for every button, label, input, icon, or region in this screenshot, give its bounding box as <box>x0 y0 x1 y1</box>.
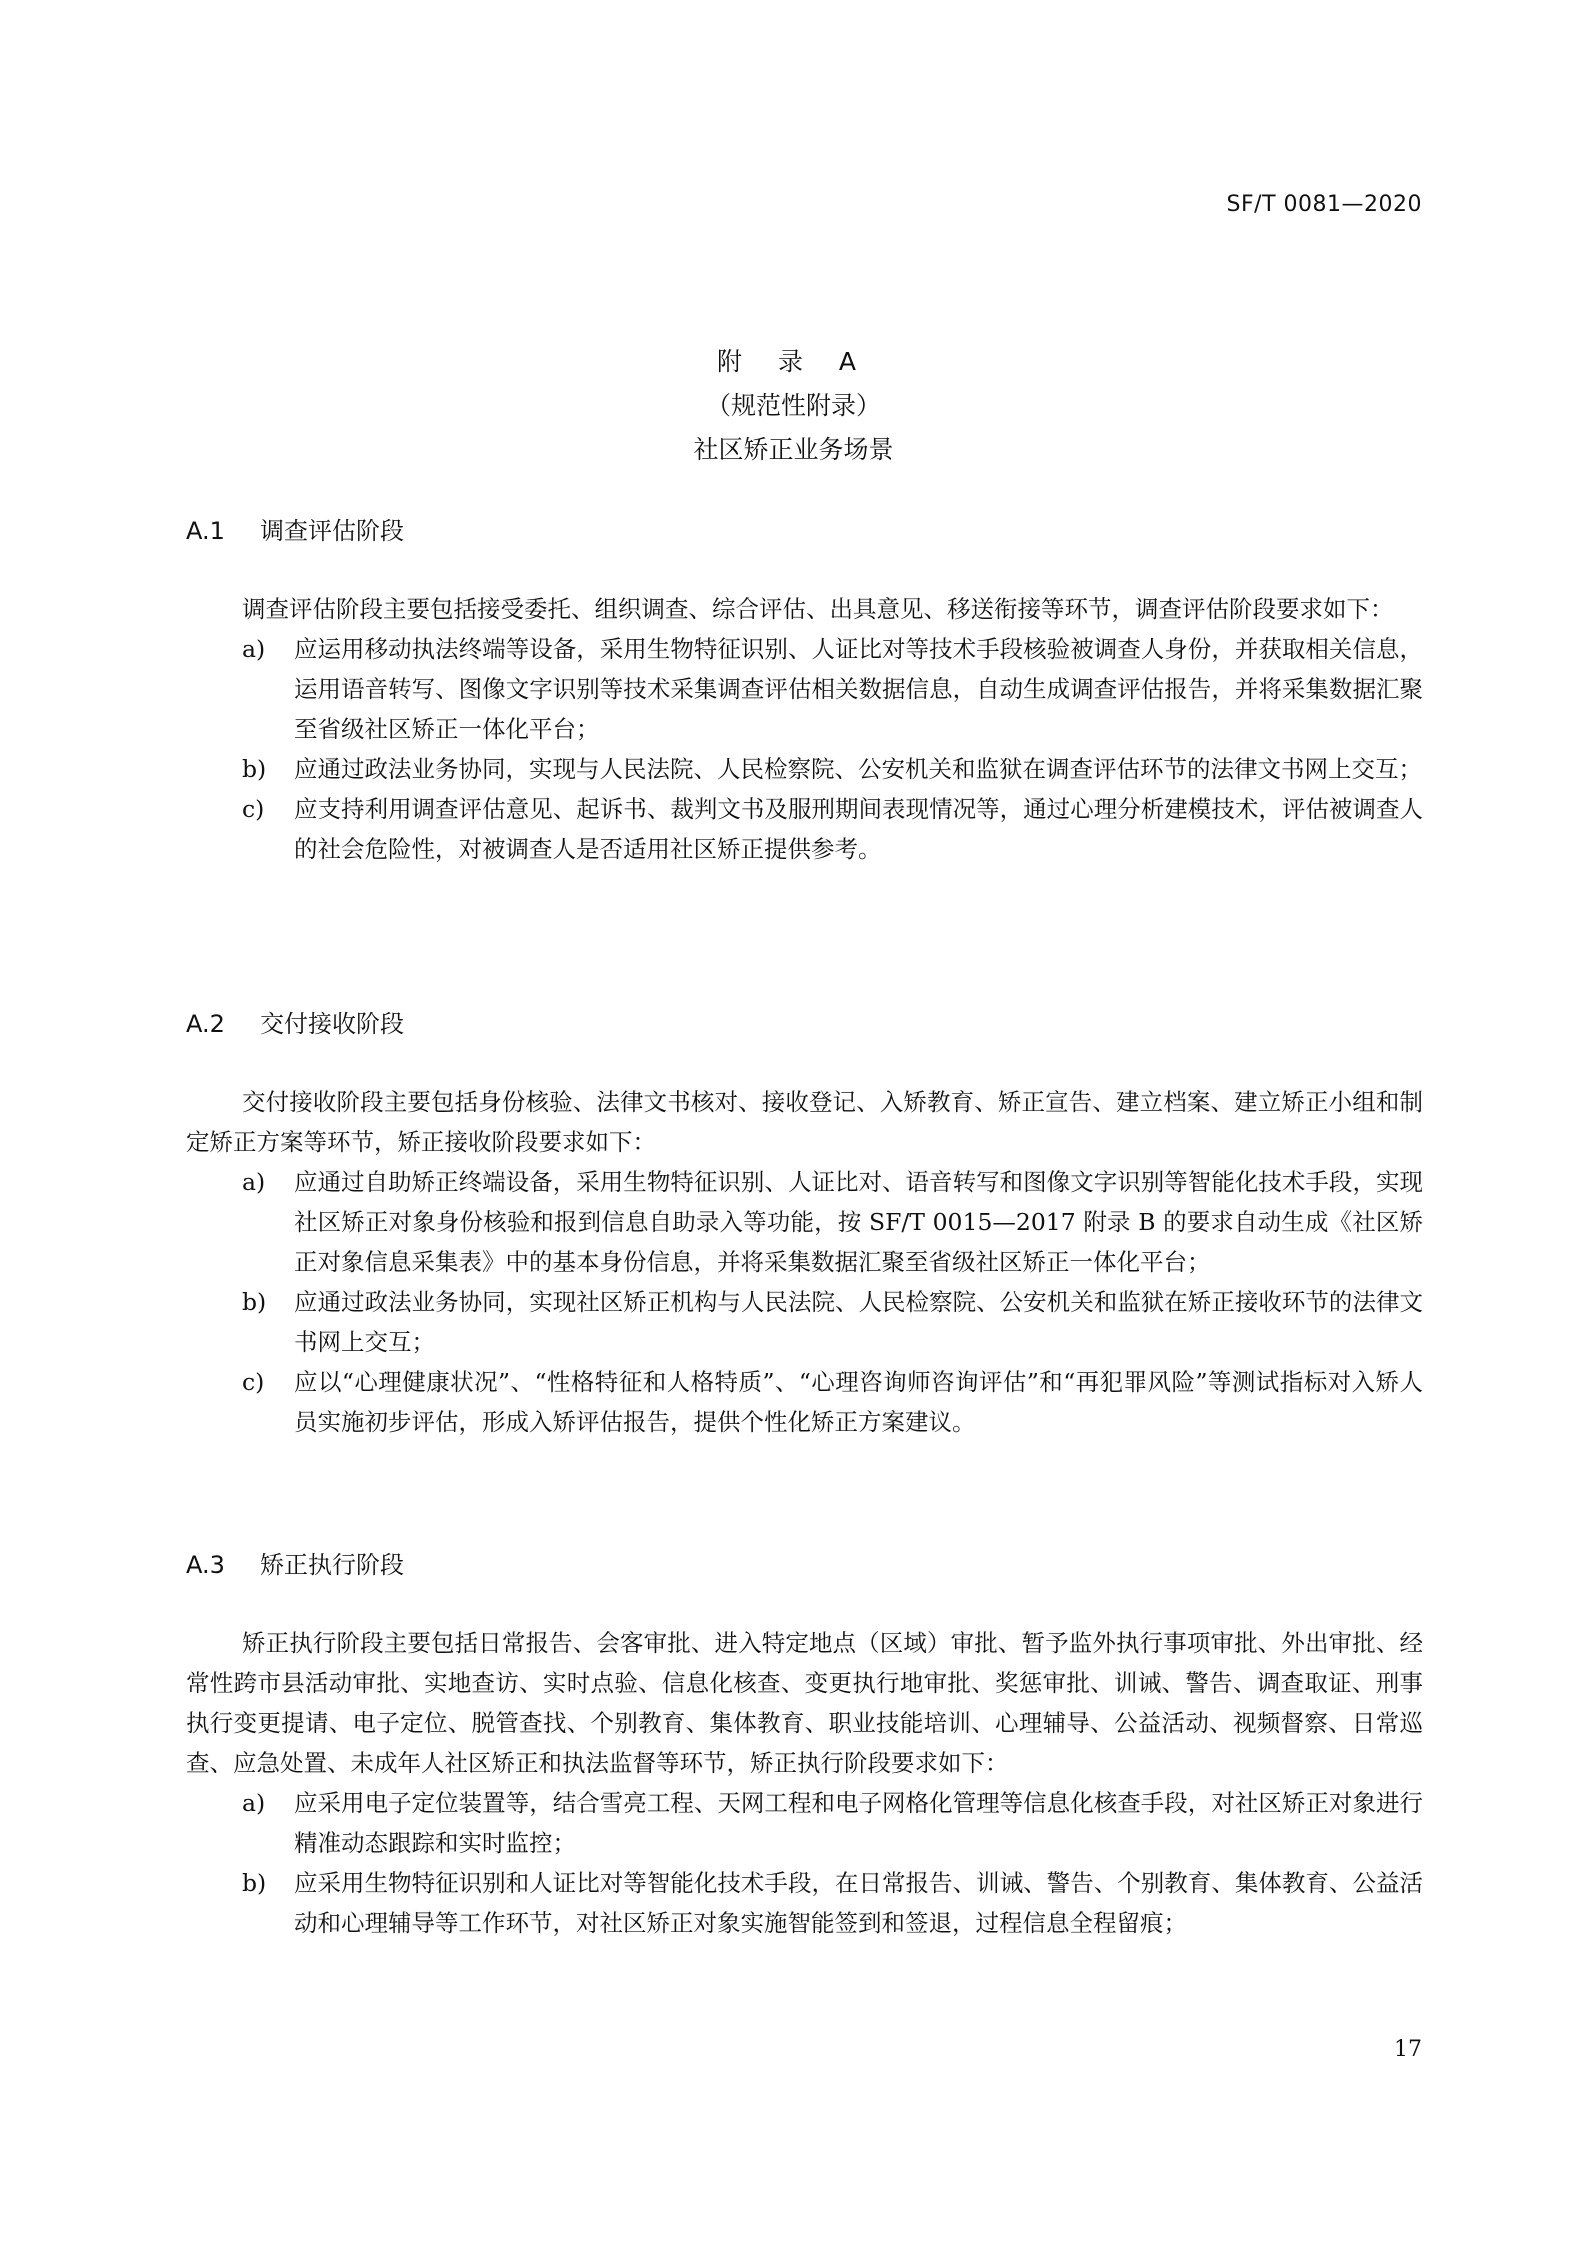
item-marker: c) <box>242 1368 265 1396</box>
item-text: 应采用生物特征识别和人证比对等智能化技术手段，在日常报告、训诫、警告、个别教育、集体教育、公益活动和心理辅导等工作环节，对社区矫正对象实施智能签到和签退，过程信息全程留痕； <box>294 1869 1423 1937</box>
section-heading <box>186 1004 1423 1044</box>
list-item <box>186 1863 1423 1943</box>
section-intro: 矫正执行阶段主要包括日常报告、会客审批、进入特定地点（区域）审批、暂予监外执行事项审批、外出审批、经常性跨市县活动审批、实地查访、实时点验、信息化核查、变更执行地审批、奖惩审批、训诫、警告、调查取证、刑事执行变更提请、电子定位、脱管查找、个别教育、集体教育、职业技能培训、心理辅导、公益活动、视频督察、日常巡查、应急处置、未成年人社区矫正和执法监督等环节，矫正执行阶段要求如下： <box>186 1629 1423 1777</box>
page-number: 17 <box>1394 2037 1422 2062</box>
list-item <box>186 1162 1423 1282</box>
standard-code: SF/T 0081—2020 <box>1226 192 1422 217</box>
item-text: 应以“心理健康状况”、“性格特征和人格特质”、“心理咨询师咨询评估”和“再犯罪风险”等测试指标对入矫人员实施初步评估，形成入矫评估报告，提供个性化矫正方案建议。 <box>294 1368 1423 1436</box>
item-text: 应通过自助矫正终端设备，采用生物特征识别、人证比对、语音转写和图像文字识别等智能化技术手段，实现社区矫正对象身份核验和报到信息自助录入等功能，按 SF/T 0015—2017 附录 B 的要求自动生成《社区矫正对象信息采集表》中的基本身份信息，并将采集数据汇聚至省级社区矫正一体化平台； <box>294 1168 1423 1276</box>
section-heading <box>186 511 1423 551</box>
appendix-label: 附 录 A <box>717 347 870 376</box>
appendix-heading <box>0 340 1587 472</box>
appendix-title: 社区矫正业务场景 <box>693 435 894 464</box>
item-marker: a) <box>242 1789 266 1817</box>
appendix-type: （规范性附录） <box>705 391 881 420</box>
item-marker: a) <box>242 1168 266 1196</box>
item-text: 应采用电子定位装置等，结合雪亮工程、天网工程和电子网格化管理等信息化核查手段，对社区矫正对象进行精准动态跟踪和实时监控； <box>294 1789 1423 1857</box>
item-text: 应运用移动执法终端等设备，采用生物特征识别、人证比对等技术手段核验被调查人身份，并获取相关信息，运用语音转写、图像文字识别等技术采集调查评估相关数据信息，自动生成调查评估报告，并将采集数据汇聚至省级社区矫正一体化平台； <box>294 635 1423 743</box>
section-intro: 交付接收阶段主要包括身份核验、法律文书核对、接收登记、入矫教育、矫正宣告、建立档案、建立矫正小组和制定矫正方案等环节，矫正接收阶段要求如下： <box>186 1088 1423 1156</box>
section-intro: 调查评估阶段主要包括接受委托、组织调查、综合评估、出具意见、移送衔接等环节，调查评估阶段要求如下： <box>242 595 1394 623</box>
item-marker: c) <box>242 795 265 823</box>
section-number: A.3 <box>186 1551 225 1579</box>
section-title: 调查评估阶段 <box>260 517 404 545</box>
item-text: 应通过政法业务协同，实现社区矫正机构与人民法院、人民检察院、公安机关和监狱在矫正接收环节的法律文书网上交互； <box>294 1288 1423 1356</box>
list-item <box>186 629 1423 749</box>
list-item <box>186 789 1423 869</box>
section-title: 矫正执行阶段 <box>260 1551 404 1579</box>
item-marker: b) <box>242 1869 267 1897</box>
list-item <box>186 1282 1423 1362</box>
section-number: A.1 <box>186 517 225 545</box>
item-text: 应支持利用调查评估意见、起诉书、裁判文书及服刑期间表现情况等，通过心理分析建模技术，评估被调查人的社会危险性，对被调查人是否适用社区矫正提供参考。 <box>294 795 1423 863</box>
item-marker: b) <box>242 1288 267 1316</box>
section-number: A.2 <box>186 1010 225 1038</box>
section-a1 <box>186 511 1423 869</box>
section-title: 交付接收阶段 <box>260 1010 404 1038</box>
item-marker: b) <box>242 755 267 783</box>
section-heading <box>186 1545 1423 1585</box>
list-item <box>186 749 1423 789</box>
item-text: 应通过政法业务协同，实现与人民法院、人民检察院、公安机关和监狱在调查评估环节的法律文书网上交互； <box>294 755 1422 783</box>
list-item <box>186 1783 1423 1863</box>
item-marker: a) <box>242 635 266 663</box>
list-item <box>186 1362 1423 1442</box>
section-a2 <box>186 1004 1423 1442</box>
section-a3 <box>186 1545 1423 1943</box>
